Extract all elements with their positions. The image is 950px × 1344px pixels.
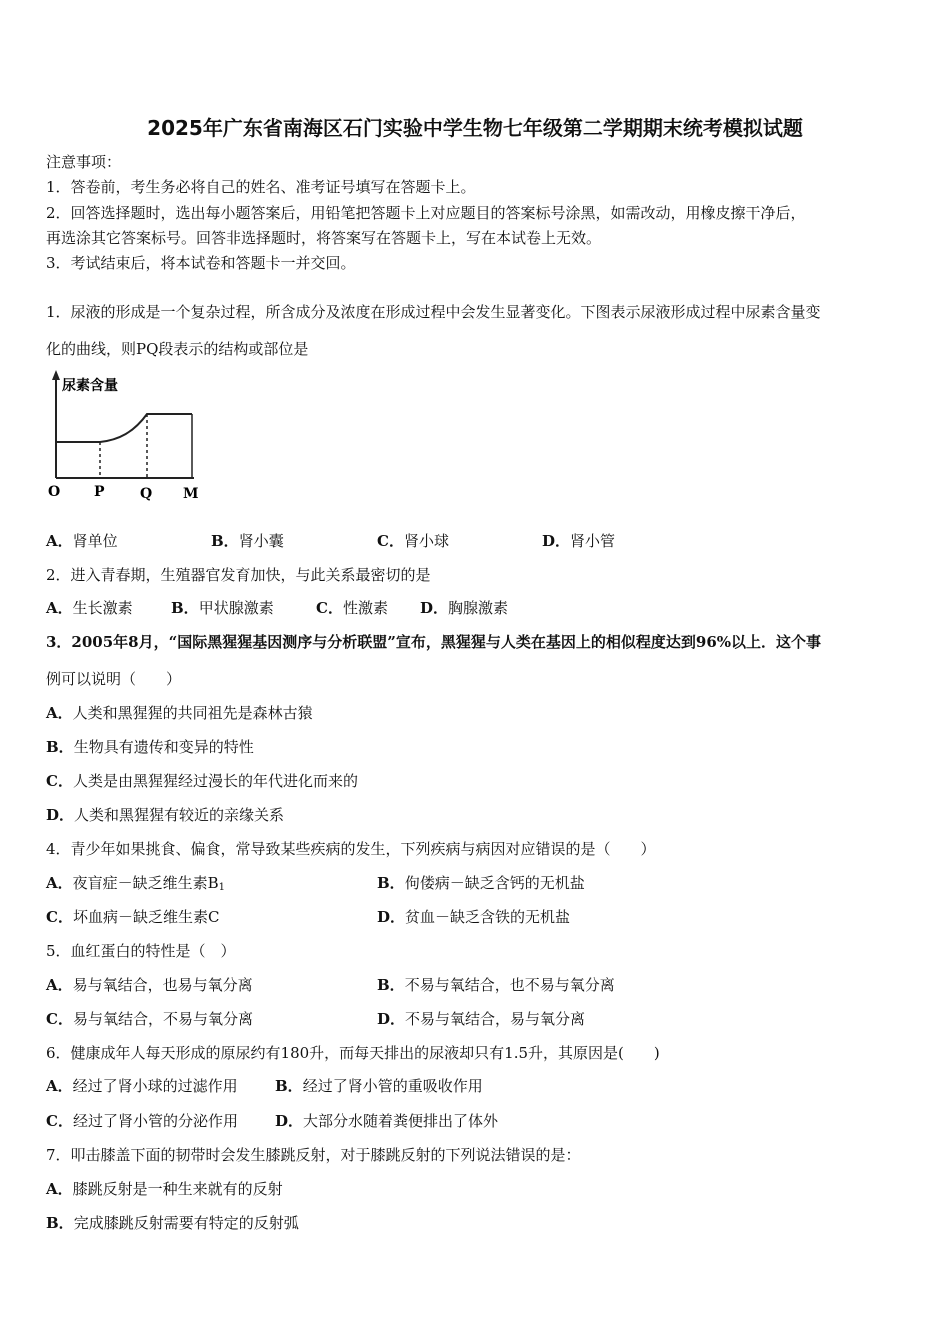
option-label: D．	[46, 806, 75, 824]
question-1-stem-cont: 化的曲线，则PQ段表示的结构或部位是	[46, 340, 309, 358]
option-label: A．	[46, 532, 73, 550]
option-label: D．	[275, 1112, 304, 1130]
question-7-option-b[interactable]	[46, 1213, 299, 1233]
option-text: 肾小管	[570, 532, 616, 550]
urea-content-graph	[44, 368, 214, 504]
question-5-stem: 5．血红蛋白的特性是（ ）	[46, 942, 236, 960]
option-label: C．	[46, 908, 73, 926]
urea-graph-svg	[44, 368, 214, 504]
option-label: D．	[377, 1010, 406, 1028]
y-axis-label: 尿素含量	[62, 378, 118, 394]
question-6-option-d[interactable]	[275, 1111, 498, 1131]
question-3-option-d[interactable]	[46, 805, 284, 825]
question-6-stem: 6．健康成年人每天形成的原尿约有180升，而每天排出的尿液却只有1.5升，其原因是( )	[46, 1044, 660, 1062]
question-4-option-b[interactable]	[377, 873, 585, 893]
option-label: D．	[420, 599, 449, 617]
notice-item: 3．考试结束后，将本试卷和答题卡一并交回。	[46, 254, 356, 272]
notice-item: 1．答卷前，考生务必将自己的姓名、准考证号填写在答题卡上。	[46, 178, 476, 196]
option-text: 不易与氧结合，易与氧分离	[405, 1010, 586, 1028]
question-3-option-a[interactable]	[46, 703, 313, 723]
option-text: 易与氧结合，也易与氧分离	[72, 976, 253, 994]
option-label: C．	[46, 1112, 73, 1130]
question-3-stem-cont: 例可以说明（ ）	[46, 670, 182, 688]
page-title: 2025年广东省南海区石门实验中学生物七年级第二学期期末统考模拟试题	[147, 116, 803, 140]
question-6-option-c[interactable]	[46, 1111, 238, 1131]
option-label: A．	[46, 976, 73, 994]
y-axis-arrow	[52, 370, 60, 380]
option-label: C．	[46, 772, 73, 790]
option-text: 肾小囊	[238, 532, 284, 550]
question-4-option-d[interactable]	[377, 907, 570, 927]
question-5-option-c[interactable]	[46, 1009, 253, 1029]
question-6-option-b[interactable]	[275, 1076, 483, 1096]
option-label: B．	[46, 1214, 74, 1232]
question-3-stem: 3．2005年8月，“国际黑猩猩基因测序与分析联盟”宣布，黑猩猩与人类在基因上的相似程度达到96%以上．这个事	[46, 633, 822, 651]
option-label: B．	[46, 738, 74, 756]
option-label: B．	[211, 532, 239, 550]
option-text: 肾单位	[72, 532, 118, 550]
question-2-option-d[interactable]	[420, 598, 508, 618]
option-label: B．	[377, 874, 405, 892]
option-label: B．	[377, 976, 405, 994]
question-3-option-b[interactable]	[46, 737, 254, 757]
option-label: C．	[377, 532, 404, 550]
option-text: 不易与氧结合，也不易与氧分离	[404, 976, 615, 994]
notice-item: 再选涂其它答案标号。回答非选择题时，将答案写在答题卡上，写在本试卷上无效。	[46, 229, 602, 247]
option-text: 完成膝跳反射需要有特定的反射弧	[73, 1214, 299, 1232]
option-text: 胸腺激素	[448, 599, 509, 617]
option-text: 大部分水随着粪便排出了体外	[303, 1112, 499, 1130]
option-text: 人类是由黑猩猩经过漫长的年代进化而来的	[72, 772, 358, 790]
x-label-q: Q	[140, 486, 153, 502]
notice-item: 2．回答选择题时，选出每小题答案后，用铅笔把答题卡上对应题目的答案标号涂黑，如需改动，用橡皮擦干净后，	[46, 204, 806, 222]
question-2-stem: 2．进入青春期，生殖器官发育加快，与此关系最密切的是	[46, 566, 431, 584]
option-text: 膝跳反射是一种生来就有的反射	[72, 1180, 283, 1198]
option-subscript: 1	[218, 882, 226, 893]
option-text: 生物具有遗传和变异的特性	[73, 738, 254, 756]
option-text: 夜盲症－缺乏维生素B	[72, 874, 219, 892]
x-label-p: P	[94, 484, 105, 500]
question-1-option-b[interactable]	[211, 531, 284, 551]
option-text: 经过了肾小管的重吸收作用	[302, 1077, 483, 1095]
option-text: 坏血病－缺乏维生素C	[72, 908, 220, 926]
x-label-o: O	[48, 484, 61, 500]
option-text: 佝偻病－缺乏含钙的无机盐	[404, 874, 585, 892]
option-label: B．	[171, 599, 199, 617]
option-text: 经过了肾小管的分泌作用	[72, 1112, 238, 1130]
option-label: A．	[46, 1077, 73, 1095]
urea-curve	[56, 414, 192, 442]
question-2-option-b[interactable]	[171, 598, 274, 618]
question-5-option-a[interactable]	[46, 975, 253, 995]
question-7-stem: 7．叩击膝盖下面的韧带时会发生膝跳反射，对于膝跳反射的下列说法错误的是：	[46, 1146, 581, 1164]
question-2-option-c[interactable]	[316, 598, 388, 618]
option-label: A．	[46, 1180, 73, 1198]
question-6-option-a[interactable]	[46, 1076, 238, 1096]
option-label: B．	[275, 1077, 303, 1095]
question-1-stem: 1．尿液的形成是一个复杂过程，所含成分及浓度在形成过程中会发生显著变化。下图表示尿液形成过程中尿素含量变	[46, 303, 821, 321]
option-label: A．	[46, 704, 73, 722]
question-1-option-a[interactable]	[46, 531, 118, 551]
question-4-option-a[interactable]	[46, 873, 225, 898]
option-label: D．	[542, 532, 571, 550]
option-text: 肾小球	[403, 532, 449, 550]
option-text: 性激素	[342, 599, 388, 617]
question-4-stem: 4．青少年如果挑食、偏食，常导致某些疾病的发生，下列疾病与病因对应错误的是（ ）	[46, 840, 656, 858]
question-3-option-c[interactable]	[46, 771, 358, 791]
notice-heading: 注意事项：	[46, 153, 122, 171]
question-1-option-d[interactable]	[542, 531, 615, 551]
option-label: A．	[46, 599, 73, 617]
question-4-option-c[interactable]	[46, 907, 219, 927]
option-label: C．	[46, 1010, 73, 1028]
option-text: 甲状腺激素	[198, 599, 274, 617]
option-label: D．	[377, 908, 406, 926]
option-text: 人类和黑猩猩的共同祖先是森林古猿	[72, 704, 313, 722]
option-text: 易与氧结合，不易与氧分离	[72, 1010, 253, 1028]
x-label-m: M	[183, 486, 199, 502]
option-label: C．	[316, 599, 343, 617]
question-2-option-a[interactable]	[46, 598, 133, 618]
question-1-option-c[interactable]	[377, 531, 449, 551]
question-5-option-b[interactable]	[377, 975, 615, 995]
option-text: 人类和黑猩猩有较近的亲缘关系	[74, 806, 285, 824]
question-7-option-a[interactable]	[46, 1179, 283, 1199]
question-5-option-d[interactable]	[377, 1009, 585, 1029]
option-text: 生长激素	[72, 599, 133, 617]
option-text: 经过了肾小球的过滤作用	[72, 1077, 238, 1095]
option-text: 贫血－缺乏含铁的无机盐	[405, 908, 571, 926]
option-label: A．	[46, 874, 73, 892]
